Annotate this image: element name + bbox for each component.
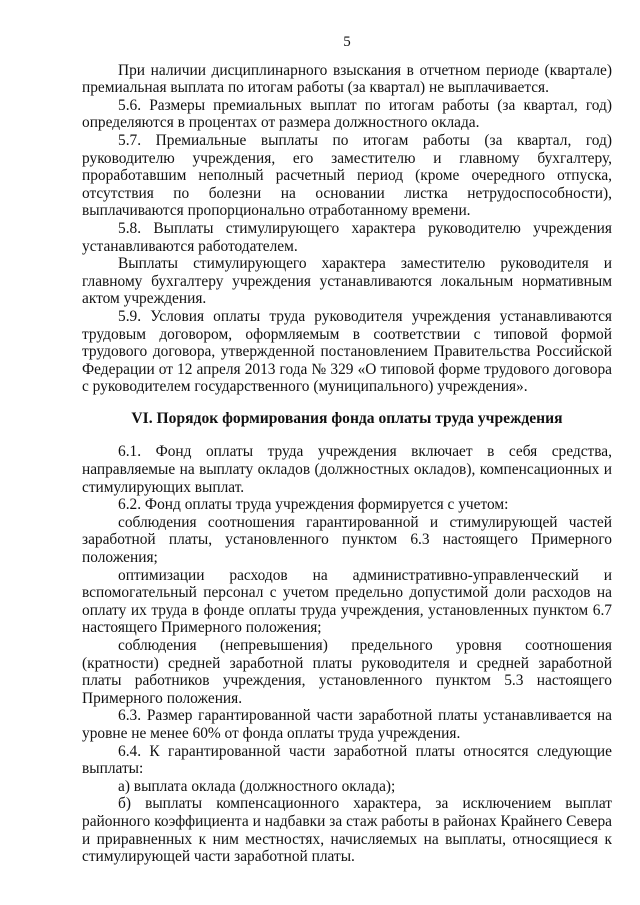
paragraph: 6.3. Размер гарантированной части заработной платы устанавливается на уровне не менее 60% от фонда оплаты труда учреждения. [82, 707, 612, 742]
paragraph: 6.2. Фонд оплаты труда учреждения формируется с учетом: [118, 496, 509, 514]
paragraph: 6.1. Фонд оплаты труда учреждения включает в себя средства, направляемые на выплату окладов (должностных окладов), компенсационных и стимулирующих выплат. [82, 443, 612, 496]
paragraph: Выплаты стимулирующего характера заместителю руководителя и главному бухгалтеру учреждения устанавливаются локальным нормативным актом учреждения. [82, 255, 612, 308]
section-6-body [82, 443, 612, 865]
paragraph: соблюдения соотношения гарантированной и стимулирующей частей заработной платы, установленного пунктом 6.3 настоящего Примерного положения; [82, 513, 612, 567]
paragraph: соблюдения (непревышения) предельного уровня соотношения (кратности) средней заработной платы руководителя и средней заработной платы работников учреждения, установленного пунктом 5.3 настоящего Примерного положения. [82, 637, 612, 707]
paragraph: 6.4. К гарантированной части заработной платы относятся следующие выплаты: [82, 742, 612, 778]
page-number: 5 [343, 34, 351, 50]
paragraph: При наличии дисциплинарного взыскания в отчетном периоде (квартале) премиальная выплата по итогам работы (за квартал) не выплачивается. [82, 61, 612, 97]
paragraph: а) выплата оклада (должностного оклада); [118, 777, 396, 795]
paragraph: б) выплаты компенсационного характера, за исключением выплат районного коэффициента и надбавки за стаж работы в районах Крайнего Севера и приравненных к ним местностях, начисляемых на выплаты, относящиеся к стимулирующей части заработной платы. [82, 795, 612, 866]
section-5-body [82, 62, 612, 396]
document-page [82, 34, 612, 866]
paragraph: 5.7. Премиальные выплаты по итогам работы (за квартал, год) руководителю учреждения, его заместителю и главному бухгалтеру, проработавшим неполный расчетный период (кроме очередного отпуска, отсутствия по болезни на основании листка нетрудоспособности), выплачиваются пропорционально отработанному времени. [82, 131, 612, 220]
paragraph: 5.6. Размеры премиальных выплат по итогам работы (за квартал, год) определяются в процентах от размера должностного оклада. [82, 96, 612, 132]
paragraph: оптимизации расходов на административно-управленческий и вспомогательный персонал с учетом предельно допустимой доли расходов на оплату их труда в фонде оплаты труда учреждения, установленных пунктом 6.7 настоящего Примерного положения; [82, 566, 612, 637]
paragraph: 5.9. Условия оплаты труда руководителя учреждения устанавливаются трудовым договором, оформляемым в соответствии с типовой формой трудового договора, утвержденной постановлением Правительства Российской Федерации от 12 апреля 2013 года № 329 «О типовой форме трудового договора с руководителем государственного (муниципального) учреждения». [82, 307, 612, 396]
paragraph: 5.8. Выплаты стимулирующего характера руководителю учреждения устанавливаются работодателем. [82, 219, 612, 255]
section-heading: VI. Порядок формирования фонда оплаты труда учреждения [131, 409, 563, 427]
